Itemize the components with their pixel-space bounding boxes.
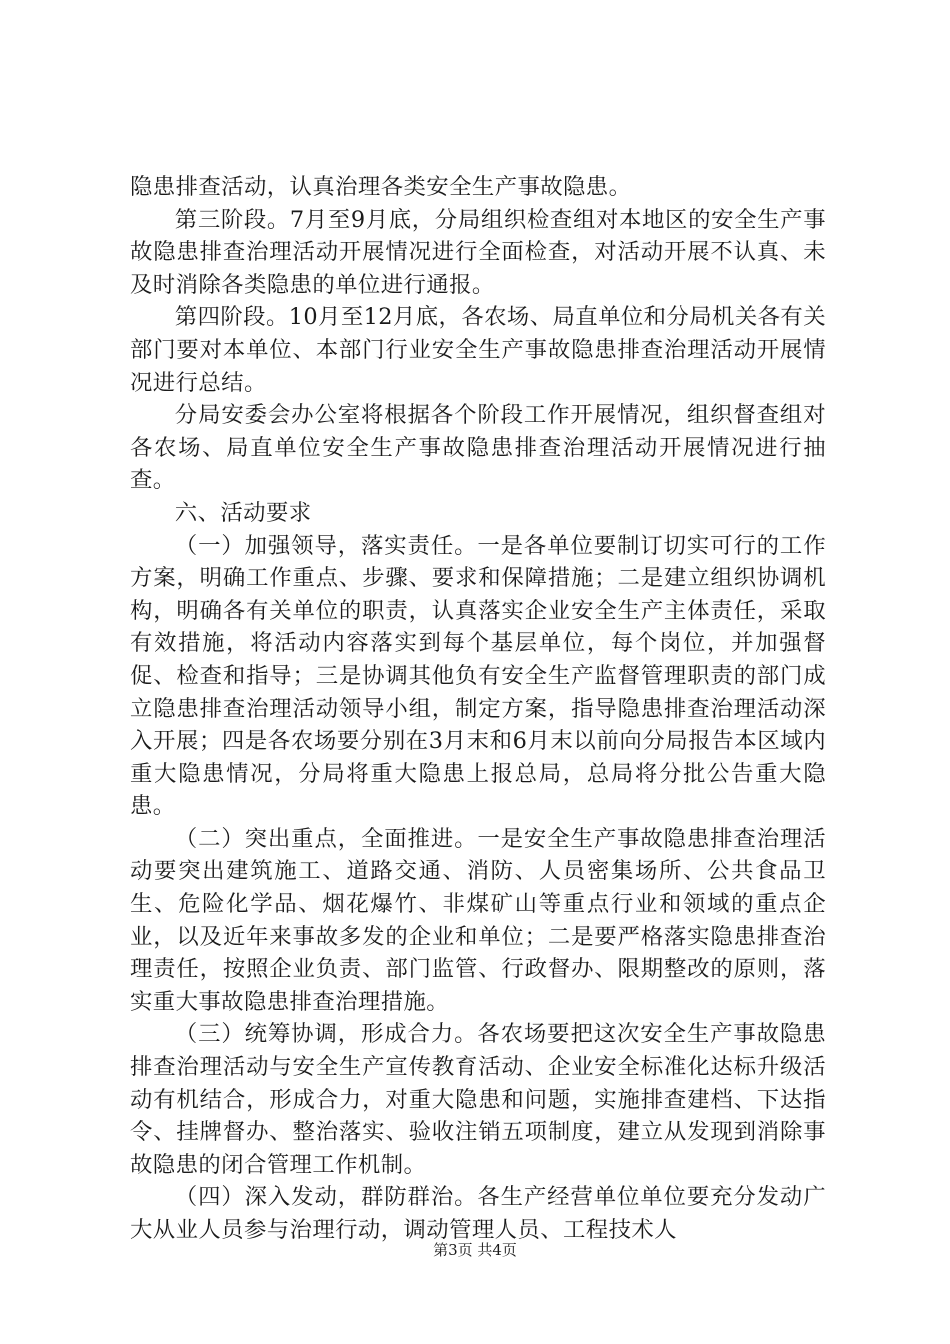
paragraph-9: （四）深入发动，群防群治。各生产经营单位单位要充分发动广大从业人员参与治理行动，调动管理人员、工程技术人 — [130, 1184, 826, 1243]
paragraph-3: 第四阶段。10月至12月底，各农场、局直单位和分局机关各有关部门要对本单位、本部门行业安全生产事故隐患排查治理活动开展情况进行总结。 — [130, 304, 826, 396]
paragraph-2: 第三阶段。7月至9月底，分局组织检查组对本地区的安全生产事故隐患排查治理活动开展情况进行全面检查，对活动开展不认真、未及时消除各类隐患的单位进行通报。 — [130, 206, 826, 298]
paragraph-8: （三）统筹协调，形成合力。各农场要把这次安全生产事故隐患排查治理活动与安全生产宣传教育活动、企业安全标准化达标升级活动有机结合，形成合力，对重大隐患和问题，实施排查建档、下达指令、挂牌督办、整治落实、验收注销五项制度，建立从发现到消除事故隐患的闭合管理工作机制。 — [130, 1021, 826, 1178]
paragraph-1: 隐患排查活动，认真治理各类安全生产事故隐患。 — [130, 174, 632, 200]
paragraph-4: 分局安委会办公室将根据各个阶段工作开展情况，组织督查组对各农场、局直单位安全生产事故隐患排查治理活动开展情况进行抽查。 — [130, 402, 826, 494]
paragraph-7: （二）突出重点，全面推进。一是安全生产事故隐患排查治理活动要突出建筑施工、道路交通、消防、人员密集场所、公共食品卫生、危险化学品、烟花爆竹、非煤矿山等重点行业和领域的重点企业，以及近年来事故多发的企业和单位；二是要严格落实隐患排查治理责任，按照企业负责、部门监管、行政督办、限期整改的原则，落实重大事故隐患排查治理措施。 — [130, 825, 826, 1015]
page-footer: 第3页 共4页 — [433, 1241, 517, 1259]
paragraph-6: （一）加强领导，落实责任。一是各单位要制订切实可行的工作方案，明确工作重点、步骤、要求和保障措施；二是建立组织协调机构，明确各有关单位的职责，认真落实企业安全生产主体责任，采取有效措施，将活动内容落实到每个基层单位，每个岗位，并加强督促、检查和指导；三是协调其他负有安全生产监督管理职责的部门成立隐患排查治理活动领导小组，制定方案，指导隐患排查治理活动深入开展；四是各农场要分别在3月末和6月末以前向分局报告本区域内重大隐患情况，分局将重大隐患上报总局，总局将分批公告重大隐患。 — [130, 532, 826, 820]
section-heading: 六、活动要求 — [174, 499, 312, 526]
document-body — [130, 171, 826, 1247]
